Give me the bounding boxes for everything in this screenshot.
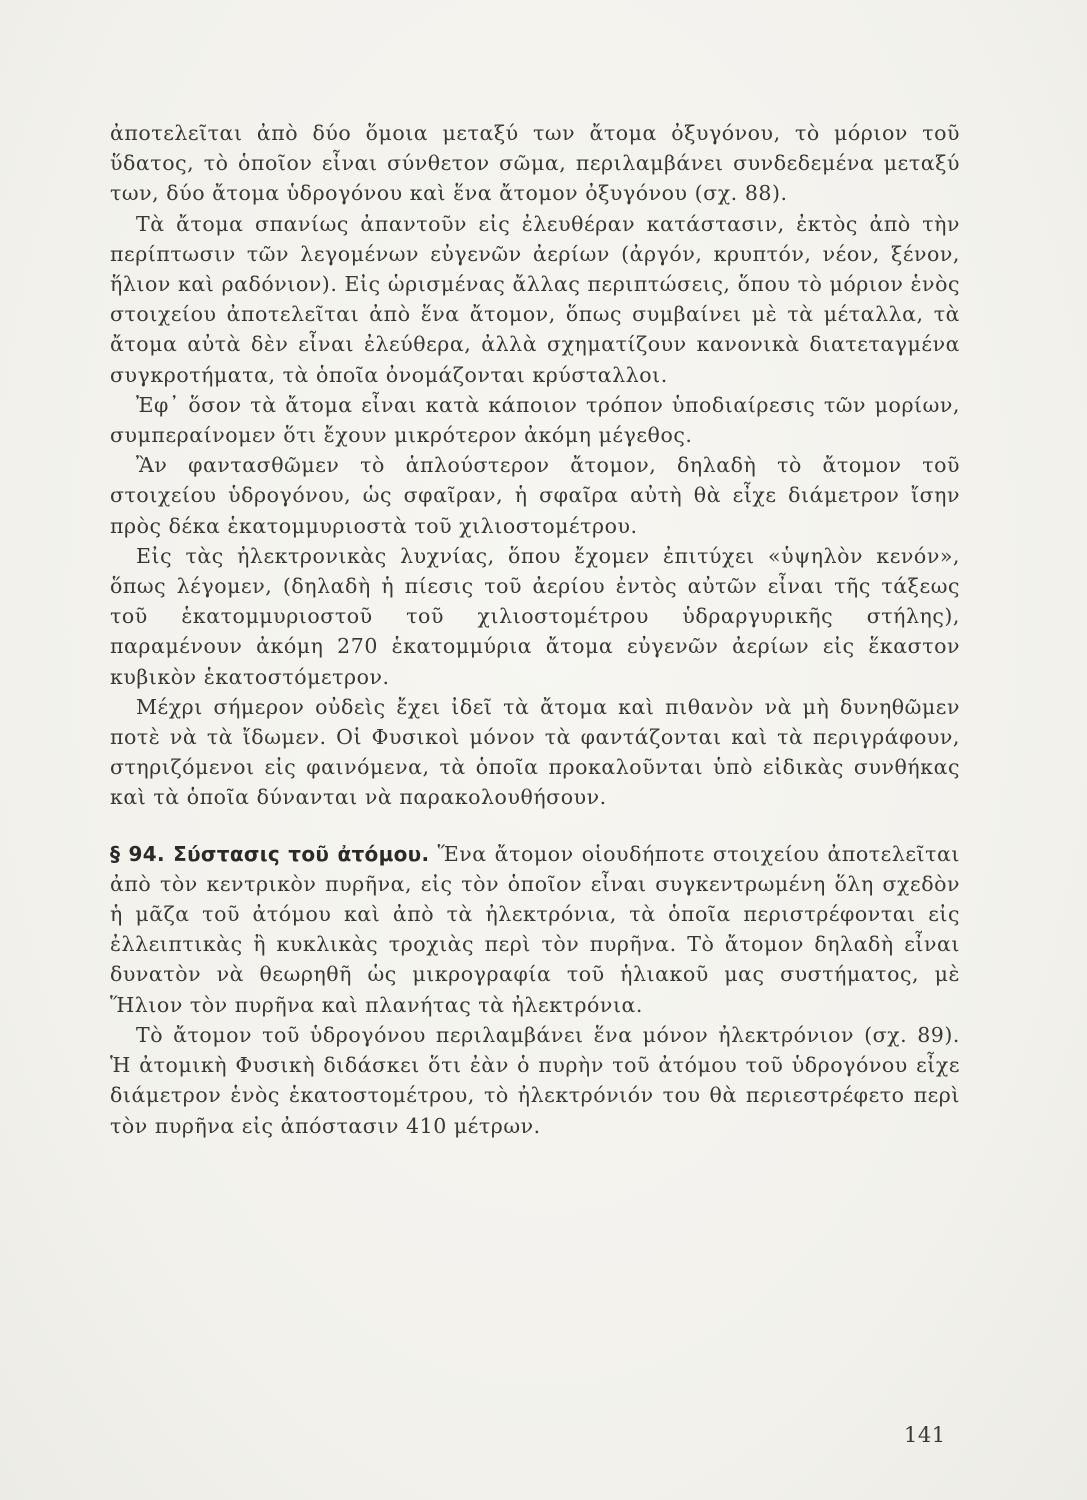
paragraph-water-molecule: ἀποτελεῖται ἀπὸ δύο ὅμοια μεταξύ των ἄτομα ὀξυγόνου, τὸ μόριον τοῦ ὕδατος, τὸ ὁποῖον εἶναι σύνθετον σῶμα, περιλαμβάνει συνδεδεμένα μεταξύ των, δύο ἄτομα ὑδρογόνου καὶ ἕνα ἄτομον ὀξυγόνου (σχ. 88). <box>110 121 960 206</box>
section-94-body: Ἕνα ἄτομον οἱουδήποτε στοιχείου ἀποτελεῖται ἀπὸ τὸν κεντρικὸν πυρῆνα, εἰς τὸν ὁποῖον εἶναι συγκεντρωμένη ὅλη σχεδὸν ἡ μᾶζα τοῦ ἀτόμου καὶ ἀπὸ τὰ ἠλεκτρόνια, τὰ ὁποῖα περιστρέφονται εἰς ἐλλειπτικὰς ἢ κυκλικὰς τροχιὰς περὶ τὸν πυρῆνα. Τὸ ἄτομον δηλαδὴ εἶναι δυνατὸν νὰ θεωρηθῆ ὡς μικρογραφία τοῦ ἡλιακοῦ μας συστήματος, μὲ Ἥλιον τὸν πυρῆνα καὶ πλανήτας τὰ ἠλεκτρόνια. <box>110 841 960 1017</box>
section-heading: § 94. Σύστασις τοῦ ἀτόμου. <box>110 841 430 866</box>
body-text <box>110 118 960 1141</box>
paragraph-seeing-atoms: Μέχρι σήμερον οὐδεὶς ἔχει ἰδεῖ τὰ ἄτομα καὶ πιθανὸν νὰ μὴ δυνηθῶμεν ποτὲ νὰ τὰ ἴδωμεν. Οἱ Φυσικοὶ μόνον τὰ φαντάζονται καὶ τὰ περιγράφουν, στηριζόμενοι εἰς φαινόμενα, τὰ ὁποῖα προκαλοῦνται ὑπὸ εἰδικὰς συνθήκας καὶ τὰ ὁποῖα δύνανται νὰ παρακολουθήσουν. <box>110 694 960 810</box>
page-number: 141 <box>904 1423 946 1447</box>
paragraph-hydrogen-electron: Τὸ ἄτομον τοῦ ὑδρογόνου περιλαμβάνει ἕνα μόνον ἠλεκτρόνιον (σχ. 89). Ἡ ἀτομικὴ Φυσικὴ διδάσκει ὅτι ἐὰν ὁ πυρὴν τοῦ ἀτόμου τοῦ ὑδρογόνου εἶχε διάμετρον ἑνὸς ἑκατοστομέτρου, τὸ ἠλεκτρόνιόν του θὰ περιεστρέφετο περὶ τὸν πυρῆνα εἰς ἀπόστασιν 410 μέτρων. <box>110 1022 960 1138</box>
paragraph-atom-size: Ἐφ᾽ ὅσον τὰ ἄτομα εἶναι κατὰ κάποιον τρόπον ὑποδιαίρεσις τῶν μορίων, συμπεραίνομεν ὅτι ἔχουν μικρότερον ἀκόμη μέγεθος. <box>110 392 960 448</box>
paragraph-vacuum-tubes: Εἰς τὰς ἠλεκτρονικὰς λυχνίας, ὅπου ἔχομεν ἐπιτύχει «ὑψηλὸν κενόν», ὅπως λέγομεν, (δηλαδὴ ἡ πίεσις τοῦ ἀερίου ἐντὸς αὐτῶν εἶναι τῆς τάξεως τοῦ ἑκατομμυριοστοῦ τοῦ χιλιοστομέτρου ὑδραργυρικῆς στήλης), παραμένουν ἀκόμη 270 ἑκατομμύρια ἄτομα εὐγενῶν ἀερίων εἰς ἕκαστον κυβικὸν ἑκατοστόμετρον. <box>110 543 960 689</box>
paragraph-hydrogen-sphere: Ἂν φαντασθῶμεν τὸ ἁπλούστερον ἄτομον, δηλαδὴ τὸ ἄτομον τοῦ στοιχείου ὑδρογόνου, ὡς σφαῖραν, ἡ σφαῖρα αὐτὴ θὰ εἶχε διάμετρον ἴσην πρὸς δέκα ἑκατομμυριοστὰ τοῦ χιλιοστομέτρου. <box>110 453 960 538</box>
paragraph-free-atoms: Τὰ ἄτομα σπανίως ἀπαντοῦν εἰς ἐλευθέραν κατάστασιν, ἐκτὸς ἀπὸ τὴν περίπτωσιν τῶν λεγομένων εὐγενῶν ἀερίων (ἀργόν, κρυπτόν, νέον, ξένον, ἥλιον καὶ ραδόνιον). Εἰς ὡρισμένας ἄλλας περιπτώσεις, ὅπου τὸ μόριον ἑνὸς στοιχείου ἀποτελεῖται ἀπὸ ἕνα ἄτομον, ὅπως συμβαίνει μὲ τὰ μέταλλα, τὰ ἄτομα αὐτὰ δὲν εἶναι ἐλεύθερα, ἀλλὰ σχηματίζουν κανονικὰ διατεταγμένα συγκροτήματα, τὰ ὁποῖα ὀνομάζονται κρύσταλλοι. <box>110 211 960 387</box>
section-94-paragraph <box>110 839 960 1020</box>
